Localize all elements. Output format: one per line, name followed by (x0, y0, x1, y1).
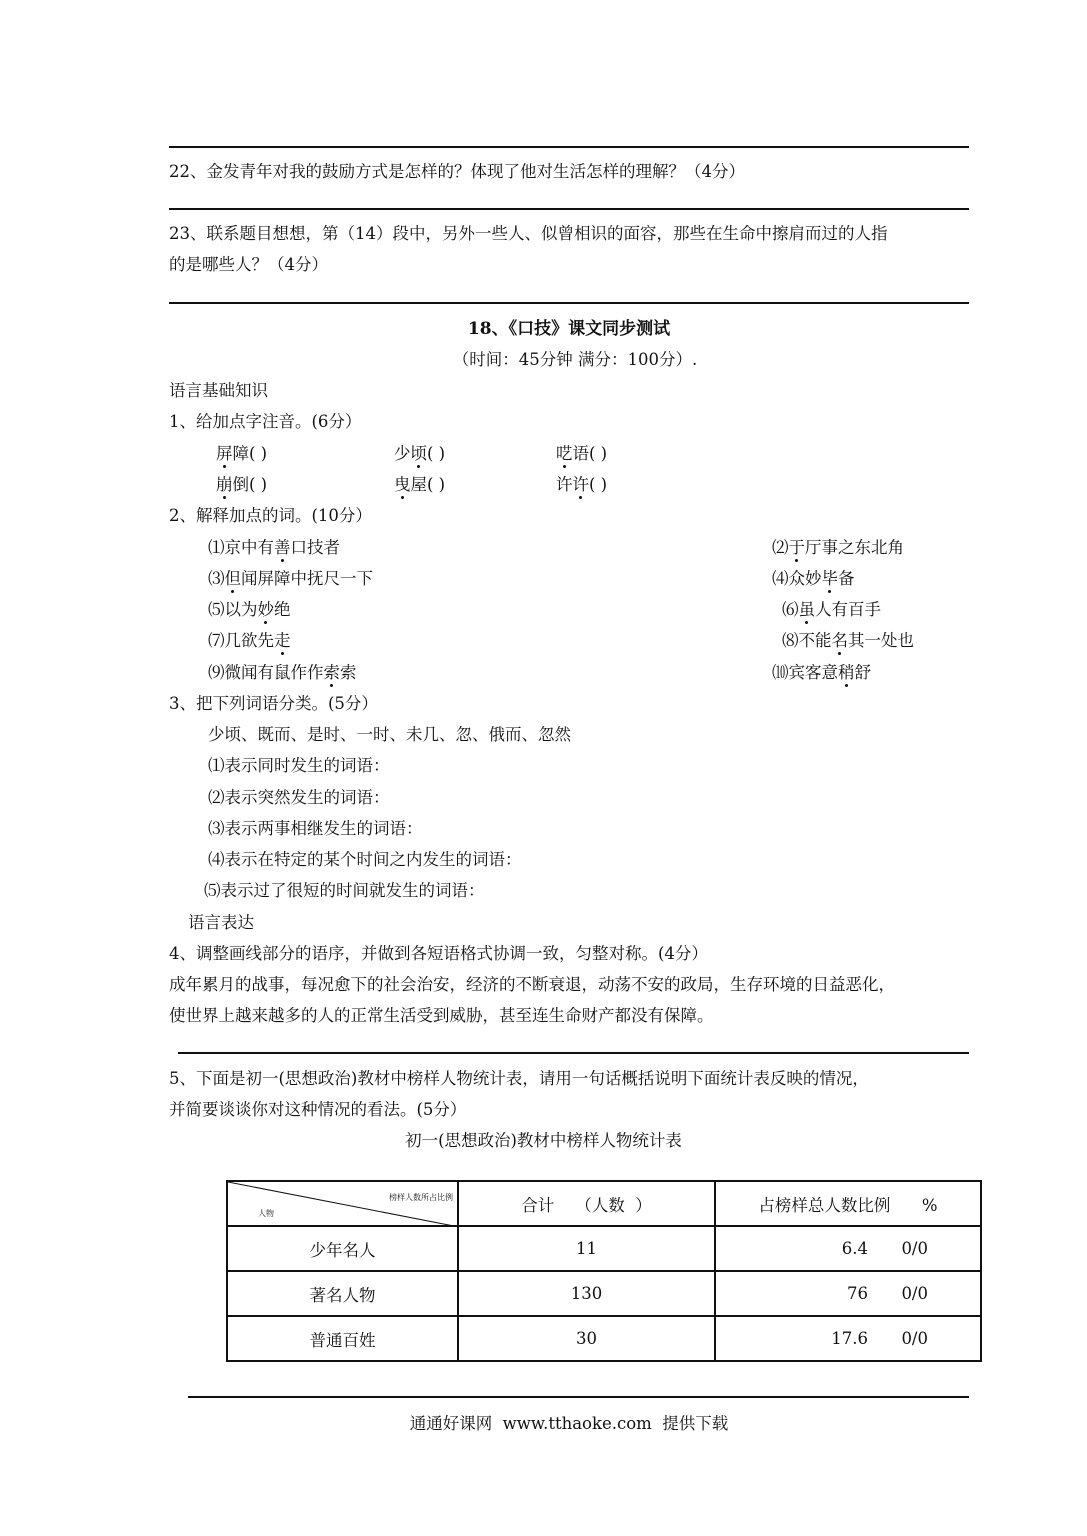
question-5-line2: 并简要谈谈你对这种情况的看法。(5分） (169, 1100, 467, 1119)
q3-item: ⑸表示过了很短的时间就发生的词语： (204, 881, 485, 900)
q3-item: ⑷表示在特定的某个时间之内发生的词语： (208, 850, 522, 869)
diagonal-header-bottom: 人物 (258, 1209, 274, 1218)
q3-item: ⑶表示两事相继发生的词语： (208, 819, 423, 838)
page-title: 18、《口技》课文同步测试 (467, 319, 671, 339)
section-basic: 语言基础知识 (169, 381, 268, 400)
question-22: 22、金发青年对我的鼓励方式是怎样的？体现了他对生活怎样的理解？（4分） (169, 162, 745, 181)
q1-item: 许许( ) (556, 475, 608, 494)
question-3: 3、把下列词语分类。(5分） (169, 694, 378, 713)
table-header-row (227, 1181, 981, 1226)
row-ratio: 76 0/0 (715, 1271, 981, 1316)
question-1: 1、给加点字注音。(6分） (169, 412, 362, 431)
header-ratio: 占榜样总人数比例 % (715, 1181, 981, 1226)
table-title: 初一(思想政治)教材中榜样人物统计表 (405, 1131, 682, 1150)
q1-item: 呓语( ) (556, 444, 608, 463)
question-5-line1: 5、下面是初一(思想政治)教材中榜样人物统计表，请用一句话概括说明下面统计表反映的情况， (169, 1069, 869, 1088)
divider-after-q23 (169, 302, 969, 304)
header-count: 合计 （人数 ） (458, 1181, 715, 1226)
table-row (227, 1226, 981, 1271)
question-23-line2: 的是哪些人？（4分） (169, 255, 328, 274)
row-ratio: 17.6 0/0 (715, 1316, 981, 1361)
q4-passage-line2: 使世界上越来越多的人的正常生活受到威胁，甚至连生命财产都没有保障。 (169, 1006, 714, 1025)
q2-item: ⑺几欲先走 (208, 631, 291, 650)
q2-item: ⑶但闻屏障中抚尺一下 (208, 569, 373, 588)
diagonal-header-cell (227, 1181, 458, 1226)
footer-text: 通通好课网 www.tthaoke.com 提供下载 (409, 1414, 729, 1433)
q3-item: ⑴表示同时发生的词语： (208, 756, 390, 775)
table-row (227, 1271, 981, 1316)
q1-item: 屏障( ) (216, 444, 268, 463)
divider-after-q22 (169, 208, 969, 210)
row-ratio: 6.4 0/0 (715, 1226, 981, 1271)
question-2: 2、解释加点的词。(10分） (169, 506, 372, 525)
q2-item: ⑹虽人有百手 (782, 600, 881, 619)
footer-divider (188, 1396, 969, 1398)
divider-top (169, 146, 969, 148)
row-name: 普通百姓 (227, 1316, 458, 1361)
q1-item: 少顷( ) (394, 444, 446, 463)
row-count: 130 (458, 1271, 715, 1316)
q2-item: ⑸以为妙绝 (208, 600, 291, 619)
row-count: 11 (458, 1226, 715, 1271)
question-23-line1: 23、联系题目想想，第（14）段中，另外一些人、似曾相识的面容，那些在生命中擦肩而过的人指 (169, 224, 888, 243)
question-4: 4、调整画线部分的语序，并做到各短语格式协调一致，匀整对称。(4分） (169, 944, 708, 963)
q1-item: 曳屋( ) (394, 475, 446, 494)
row-name: 著名人物 (227, 1271, 458, 1316)
divider-after-q4 (178, 1052, 969, 1054)
q2-item: ⑵于厅事之东北角 (772, 538, 904, 557)
q2-item: ⑼微闻有鼠作作索索 (208, 663, 357, 682)
table-row (227, 1316, 981, 1361)
row-name: 少年名人 (227, 1226, 458, 1271)
section-expression: 语言表达 (188, 913, 254, 932)
q2-item: ⑻不能名其一处也 (782, 631, 914, 650)
row-count: 30 (458, 1316, 715, 1361)
q2-item: ⑽宾客意稍舒 (772, 663, 871, 682)
q3-word-list: 少顷、既而、是时、一时、未几、忽、俄而、忽然 (208, 725, 571, 744)
q4-passage-line1: 成年累月的战事，每况愈下的社会治安，经济的不断衰退，动荡不安的政局，生存环境的日益恶化， (169, 975, 895, 994)
diagonal-line (228, 1182, 459, 1227)
role-model-table (226, 1180, 982, 1362)
q3-item: ⑵表示突然发生的词语： (208, 788, 390, 807)
diagonal-header-top: 榜样人数所占比例 (389, 1193, 453, 1202)
q2-item: ⑴京中有善口技者 (208, 538, 340, 557)
q1-item: 崩倒( ) (216, 475, 268, 494)
timing-line: （时间：45分钟 满分：100分）. (452, 350, 698, 369)
q2-item: ⑷众妙毕备 (772, 569, 855, 588)
